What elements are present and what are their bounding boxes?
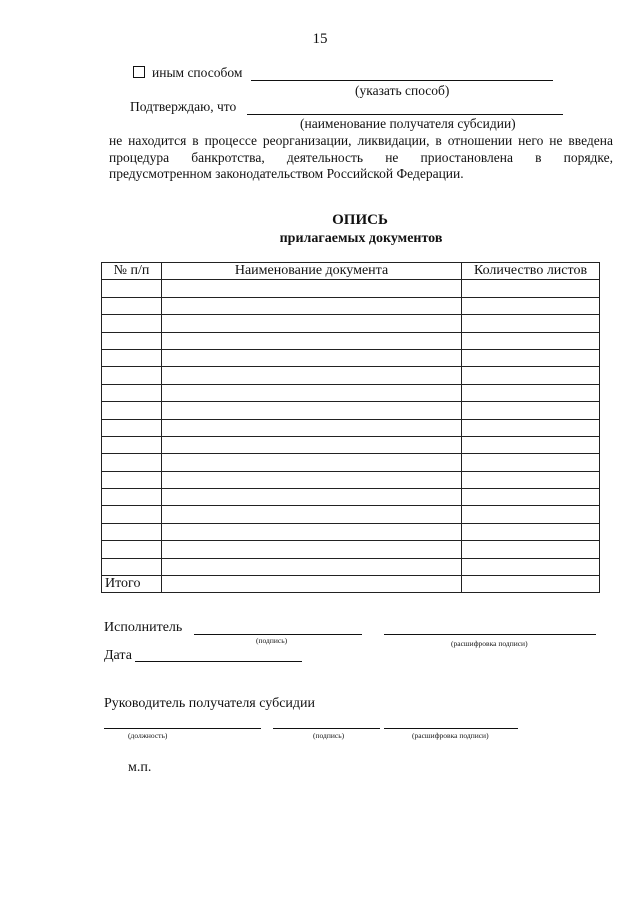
date-label: Дата	[104, 648, 132, 663]
recipient-name-field-line[interactable]	[247, 114, 563, 115]
other-method-field-line[interactable]	[251, 80, 553, 81]
row-document-name-cell[interactable]	[162, 367, 462, 384]
row-sheet-count-cell[interactable]	[462, 506, 600, 523]
total-label: Итого	[102, 576, 162, 593]
row-number-cell[interactable]	[102, 541, 162, 558]
row-document-name-cell[interactable]	[162, 523, 462, 540]
row-sheet-count-cell[interactable]	[462, 384, 600, 401]
executor-decoding-caption: (расшифровка подписи)	[451, 639, 528, 648]
row-document-name-cell[interactable]	[162, 454, 462, 471]
row-document-name-cell[interactable]	[162, 384, 462, 401]
stamp-place-label: м.п.	[128, 760, 152, 775]
row-document-name-cell[interactable]	[162, 349, 462, 366]
row-document-name-cell[interactable]	[162, 402, 462, 419]
table-row	[102, 384, 600, 401]
row-number-cell[interactable]	[102, 419, 162, 436]
row-document-name-cell[interactable]	[162, 489, 462, 506]
inventory-subtitle: прилагаемых документов	[279, 231, 443, 246]
row-document-name-cell[interactable]	[162, 297, 462, 314]
other-method-caption: (указать способ)	[355, 83, 450, 98]
head-signature-caption: (подпись)	[313, 731, 345, 740]
row-document-name-cell[interactable]	[162, 541, 462, 558]
row-sheet-count-cell[interactable]	[462, 367, 600, 384]
row-sheet-count-cell[interactable]	[462, 541, 600, 558]
row-sheet-count-cell[interactable]	[462, 315, 600, 332]
table-row	[102, 523, 600, 540]
row-sheet-count-cell[interactable]	[462, 558, 600, 575]
table-row	[102, 471, 600, 488]
column-header-number: № п/п	[102, 263, 162, 280]
executor-decoding-line[interactable]	[384, 634, 596, 635]
row-number-cell[interactable]	[102, 471, 162, 488]
row-document-name-cell[interactable]	[162, 558, 462, 575]
table-row	[102, 506, 600, 523]
head-position-caption: (должность)	[128, 731, 168, 740]
table-row	[102, 419, 600, 436]
statement-line-1: не находится в процессе реорганизации, ликвидации, в отношении него не введена	[109, 133, 613, 148]
row-sheet-count-cell[interactable]	[462, 297, 600, 314]
table-row	[102, 454, 600, 471]
row-number-cell[interactable]	[102, 489, 162, 506]
row-document-name-cell[interactable]	[162, 471, 462, 488]
table-row	[102, 541, 600, 558]
executor-label: Исполнитель	[104, 620, 183, 635]
row-number-cell[interactable]	[102, 367, 162, 384]
row-number-cell[interactable]	[102, 297, 162, 314]
row-document-name-cell[interactable]	[162, 315, 462, 332]
table-total-row	[102, 576, 600, 593]
table-row	[102, 558, 600, 575]
row-number-cell[interactable]	[102, 402, 162, 419]
table-row	[102, 297, 600, 314]
row-number-cell[interactable]	[102, 436, 162, 453]
head-label: Руководитель получателя субсидии	[104, 696, 316, 711]
documents-table	[101, 262, 600, 593]
table-header-row	[102, 263, 600, 280]
row-document-name-cell[interactable]	[162, 332, 462, 349]
table-row	[102, 315, 600, 332]
column-header-document-name: Наименование документа	[162, 263, 462, 280]
executor-signature-line[interactable]	[194, 634, 362, 635]
row-document-name-cell[interactable]	[162, 280, 462, 297]
statement-line-3: предусмотренном законодательством Российской Федерации.	[109, 166, 464, 181]
table-row	[102, 367, 600, 384]
row-number-cell[interactable]	[102, 280, 162, 297]
row-sheet-count-cell[interactable]	[462, 349, 600, 366]
executor-signature-caption: (подпись)	[256, 636, 288, 645]
row-sheet-count-cell[interactable]	[462, 332, 600, 349]
total-sheets-cell[interactable]	[462, 576, 600, 593]
page-number: 15	[312, 31, 328, 47]
table-row	[102, 436, 600, 453]
row-sheet-count-cell[interactable]	[462, 489, 600, 506]
head-decoding-line[interactable]	[384, 728, 518, 729]
head-signature-line[interactable]	[273, 728, 380, 729]
row-document-name-cell[interactable]	[162, 506, 462, 523]
table-row	[102, 349, 600, 366]
row-number-cell[interactable]	[102, 454, 162, 471]
row-sheet-count-cell[interactable]	[462, 523, 600, 540]
other-method-label: иным способом	[152, 65, 243, 80]
confirm-label: Подтверждаю, что	[130, 99, 237, 114]
row-number-cell[interactable]	[102, 315, 162, 332]
row-sheet-count-cell[interactable]	[462, 419, 600, 436]
inventory-title: ОПИСЬ	[332, 212, 388, 228]
row-number-cell[interactable]	[102, 384, 162, 401]
table-row	[102, 402, 600, 419]
row-document-name-cell[interactable]	[162, 436, 462, 453]
head-position-line[interactable]	[104, 728, 261, 729]
table-row	[102, 489, 600, 506]
head-decoding-caption: (расшифровка подписи)	[412, 731, 489, 740]
total-name-cell	[162, 576, 462, 593]
row-sheet-count-cell[interactable]	[462, 402, 600, 419]
row-document-name-cell[interactable]	[162, 419, 462, 436]
column-header-sheet-count: Количество листов	[462, 263, 600, 280]
row-number-cell[interactable]	[102, 558, 162, 575]
row-sheet-count-cell[interactable]	[462, 436, 600, 453]
row-number-cell[interactable]	[102, 523, 162, 540]
row-sheet-count-cell[interactable]	[462, 471, 600, 488]
other-method-checkbox[interactable]	[133, 66, 145, 78]
row-number-cell[interactable]	[102, 349, 162, 366]
statement-line-2: процедура банкротства, деятельность не приостановлена в порядке,	[109, 150, 613, 165]
table-row	[102, 280, 600, 297]
row-sheet-count-cell[interactable]	[462, 454, 600, 471]
row-sheet-count-cell[interactable]	[462, 280, 600, 297]
date-field-line[interactable]	[135, 661, 302, 662]
row-number-cell[interactable]	[102, 506, 162, 523]
row-number-cell[interactable]	[102, 332, 162, 349]
recipient-name-caption: (наименование получателя субсидии)	[300, 116, 516, 131]
table-row	[102, 332, 600, 349]
